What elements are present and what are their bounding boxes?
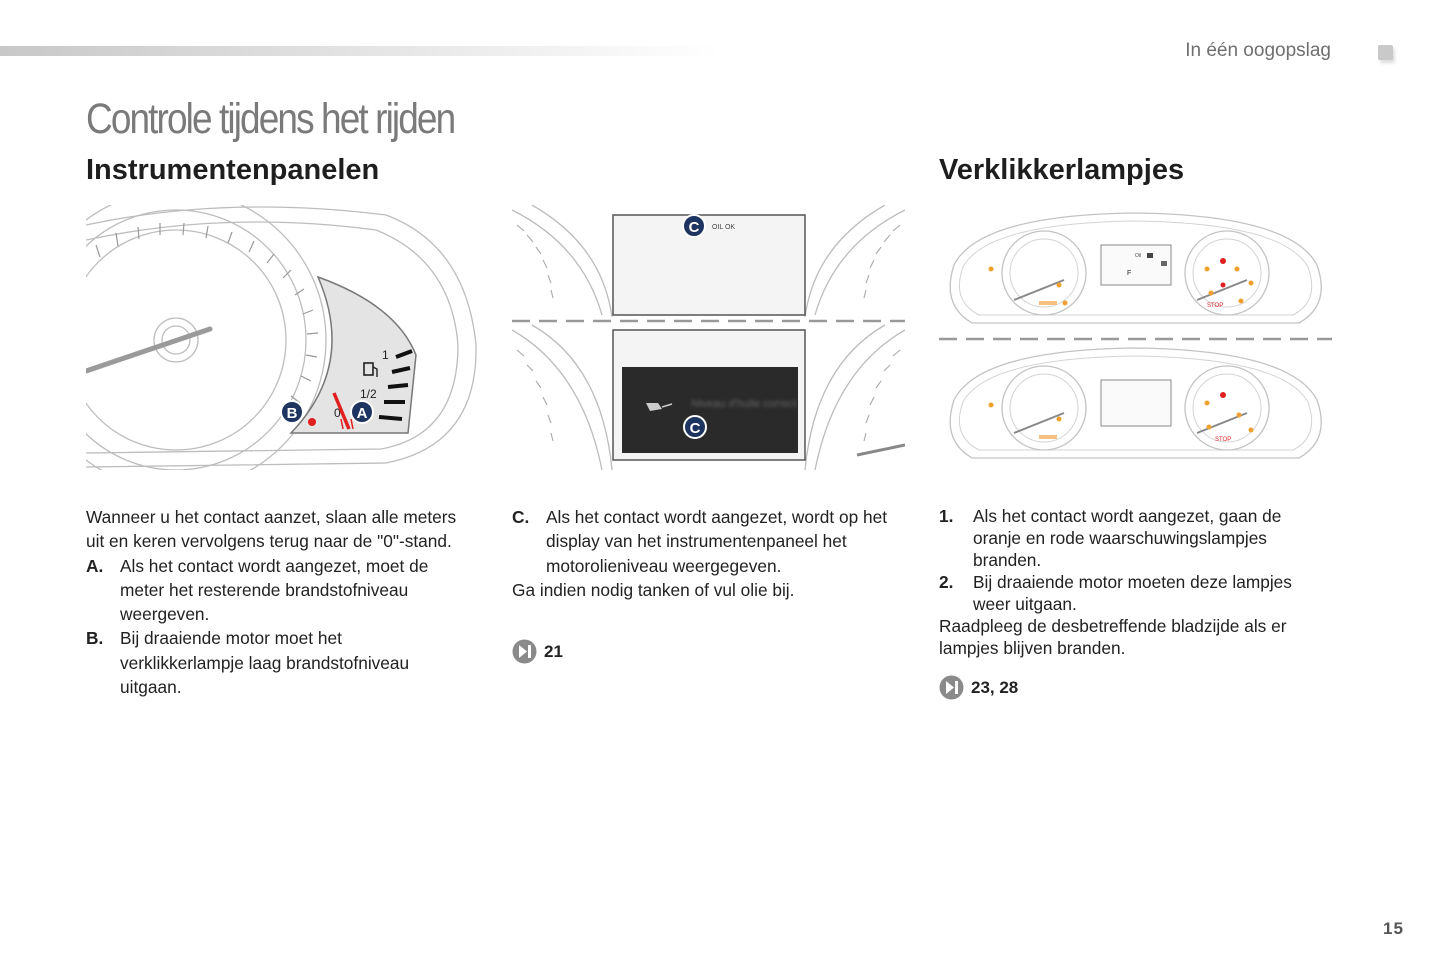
oil-level-display-illustration [512, 205, 905, 470]
marker-c-bottom [684, 416, 706, 438]
section-label: In één oogopslag [1185, 40, 1331, 61]
marker-a [351, 401, 373, 423]
svg-text:C: C [688, 219, 700, 236]
page-title: Controle tijdens het rijden [86, 95, 455, 143]
fuel-gauge-illustration [86, 205, 478, 470]
page-ref-text: 23, 28 [971, 677, 1019, 697]
col2-item-c [512, 505, 907, 578]
item-label: B. [86, 628, 104, 649]
gauge-tick-1: 1 [382, 348, 389, 362]
item-label: A. [86, 555, 104, 576]
col1-item-a [86, 554, 470, 627]
page-ref-23-28[interactable] [939, 675, 1018, 700]
col1-item-b [86, 626, 470, 699]
oil-level-message: Niveau d'huile correct [691, 398, 797, 410]
page-number: 15 [1383, 919, 1404, 938]
col3-item-2 [939, 571, 1334, 615]
col1-intro: Wanneer u het contact aanzet, slaan alle meters uit en keren vervolgens terug naar de "0"-stand. [86, 507, 457, 552]
item-text: Bij draaiende motor moet het verklikkerlampje laag brandstofniveau uitgaan. [120, 628, 410, 698]
col1-text [86, 505, 470, 699]
col3-item-1 [939, 505, 1334, 571]
heading-verklikkerlampjes: Verklikkerlampjes [939, 154, 1185, 186]
low-fuel-warning-lamp [308, 418, 316, 426]
col3-outro: Raadpleeg de desbetreffende bladzijde als er lampjes blijven branden. [939, 616, 1287, 658]
item-label: C. [512, 507, 530, 527]
warning-lamps-illustration [939, 205, 1332, 470]
gauge-tick-half: 1/2 [360, 387, 377, 401]
page-reference-icon [939, 675, 964, 700]
item-label: 2. [939, 572, 954, 592]
page-reference-icon [512, 639, 537, 664]
gauge-tick-0: 0 [334, 406, 341, 420]
marker-c-top [683, 215, 705, 237]
item-text: Bij draaiende motor moeten deze lampjes weer uitgaan. [973, 572, 1292, 614]
stop-lamp-bottom: STOP [1215, 437, 1232, 443]
svg-text:F: F [1127, 270, 1132, 277]
cluster-top [950, 213, 1321, 323]
item-text: Als het contact wordt aangezet, gaan de oranje en rode waarschuwingslampjes branden. [973, 506, 1282, 570]
page-ref-text: 21 [544, 641, 563, 661]
item-text: Als het contact wordt aangezet, moet de meter het resterende brandstofniveau weergeven. [120, 555, 429, 625]
heading-instrumentenpanelen: Instrumentenpanelen [86, 154, 380, 186]
col2-outro: Ga indien nodig tanken of vul olie bij. [512, 579, 795, 600]
page-ref-21[interactable] [512, 639, 563, 664]
item-text: Als het contact wordt aangezet, wordt op het display van het instrumentenpaneel het motorolieniveau weergegeven. [546, 507, 888, 576]
svg-text:B: B [286, 405, 298, 422]
col3-text [939, 505, 1334, 659]
marker-b [281, 401, 303, 423]
oil-ok-text: OIL OK [712, 224, 736, 231]
stop-lamp-top: STOP [1207, 303, 1224, 309]
svg-text:Oil: Oil [1135, 253, 1142, 259]
section-tab-icon [1378, 45, 1393, 60]
svg-text:A: A [356, 405, 368, 422]
svg-text:C: C [689, 420, 701, 437]
item-label: 1. [939, 506, 954, 526]
header-rule [0, 46, 720, 56]
cluster-bottom [950, 348, 1321, 458]
col2-text [512, 505, 907, 602]
